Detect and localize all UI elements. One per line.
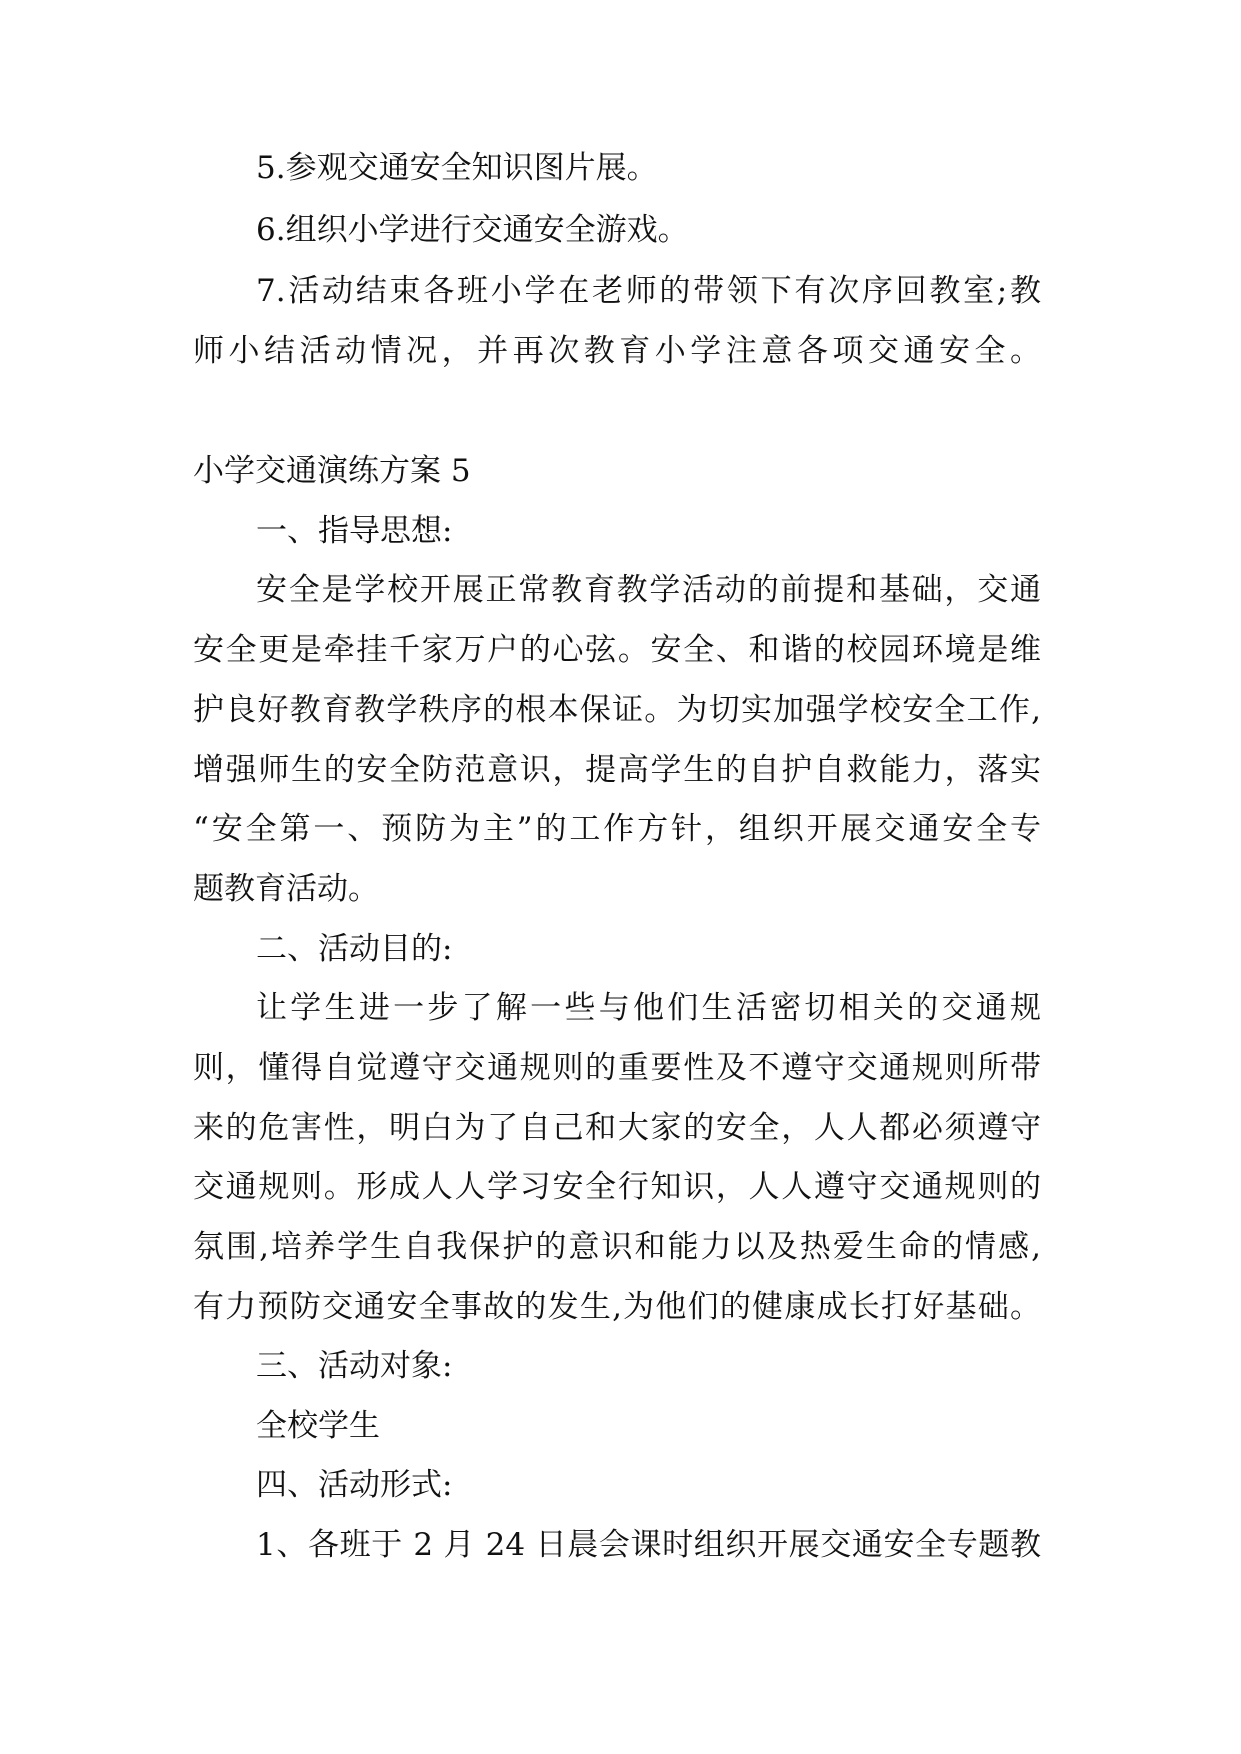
paragraph-guiding-idea-line: “安全第一、预防为主”的工作方针，组织开展交通安全专 — [193, 811, 1041, 847]
heading-activity-goal: 二、活动目的: — [256, 931, 453, 967]
paragraph-activity-goal-line: 氛围,培养学生自我保护的意识和能力以及热爱生命的情感, — [193, 1229, 1041, 1265]
heading-activity-audience: 三、活动对象: — [256, 1348, 453, 1384]
section-title: 小学交通演练方案 5 — [193, 453, 471, 489]
list-item-6: 6.组织小学进行交通安全游戏。 — [256, 212, 689, 248]
paragraph-activity-goal-line: 来的危害性，明白为了自己和大家的安全，人人都必须遵守 — [193, 1110, 1041, 1146]
heading-activity-form: 四、活动形式: — [256, 1467, 453, 1503]
activity-audience: 全校学生 — [256, 1408, 380, 1444]
paragraph-guiding-idea-line: 安全更是牵挂千家万户的心弦。安全、和谐的校园环境是维 — [193, 632, 1041, 668]
paragraph-activity-goal-line: 交通规则。形成人人学习安全行知识，人人遵守交通规则的 — [193, 1169, 1041, 1205]
list-item-7-continued: 师小结活动情况，并再次教育小学注意各项交通安全。 — [193, 333, 1041, 369]
paragraph-guiding-idea-line: 护良好教育教学秩序的根本保证。为切实加强学校安全工作, — [193, 692, 1041, 728]
activity-form-item-1: 1、各班于 2 月 24 日晨会课时组织开展交通安全专题教 — [256, 1527, 1041, 1563]
paragraph-guiding-idea-line: 安全是学校开展正常教育教学活动的前提和基础，交通 — [256, 572, 1041, 608]
paragraph-guiding-idea-line: 增强师生的安全防范意识，提高学生的自护自救能力，落实 — [193, 752, 1041, 788]
paragraph-activity-goal-line: 让学生进一步了解一些与他们生活密切相关的交通规 — [256, 990, 1041, 1026]
heading-guiding-idea: 一、指导思想: — [256, 513, 453, 549]
list-item-7: 7.活动结束各班小学在老师的带领下有次序回教室;教 — [256, 273, 1041, 309]
paragraph-guiding-idea-line: 题教育活动。 — [193, 871, 379, 907]
list-item-5: 5.参观交通安全知识图片展。 — [256, 150, 658, 186]
paragraph-activity-goal-line: 有力预防交通安全事故的发生,为他们的健康成长打好基础。 — [193, 1289, 1041, 1325]
paragraph-activity-goal-line: 则，懂得自觉遵守交通规则的重要性及不遵守交通规则所带 — [193, 1050, 1041, 1086]
